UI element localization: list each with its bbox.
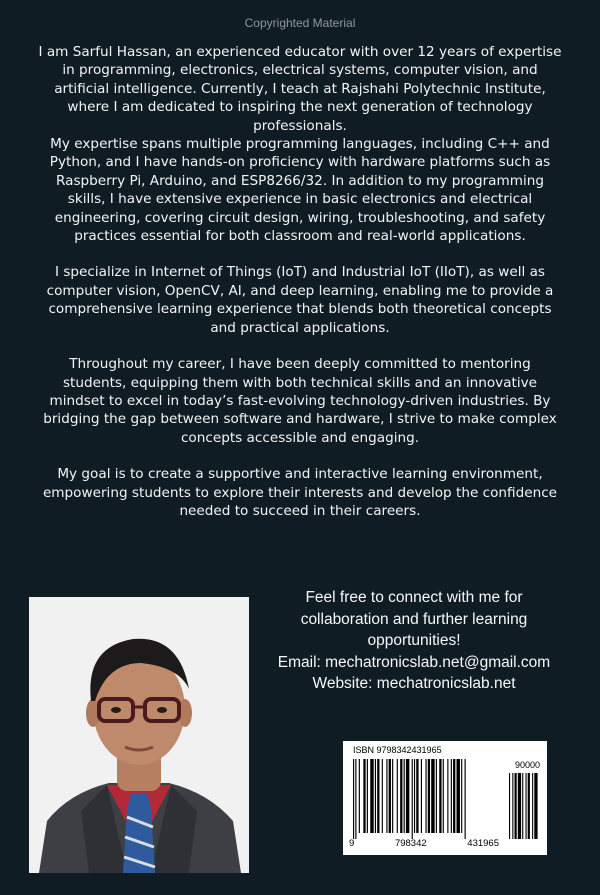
barcode-bar: [355, 759, 356, 839]
bio-paragraph-specialization: I specialize in Internet of Things (IoT) and Industrial IoT (IIoT), as well as computer vision, OpenCV, AI, and deep learning, enabling me to provide a comprehensive learning experience that blends both theoretical concepts and practical applications.: [46, 264, 554, 336]
bio-paragraph-intro: I am Sarful Hassan, an experienced educator with over 12 years of expertise in programming, electronics, electrical systems, computer vision, and artificial intelligence. Currently, I teach at Rajshahi Polytechnic Institute, where I am dedicated to inspiring the next generation of technology professionals.: [38, 44, 562, 134]
isbn-digit-group-1: 798342: [394, 838, 427, 849]
bio-paragraph-goal: My goal is to create a supportive and interactive learning environment, empowering students to explore their interests and develop the confidence needed to succeed in their careers.: [42, 466, 558, 519]
addon-barcode-bar: [526, 773, 527, 839]
barcode-bar: [397, 759, 398, 833]
barcode-bar: [457, 759, 460, 833]
addon-barcode-bar: [532, 773, 533, 839]
bio-paragraph-expertise: My expertise spans multiple programming languages, including C++ and Python, and I have hands-on proficiency with hardware platforms such as Raspberry Pi, Arduino, and ESP8266/32. In addition to my programming skills, I have extensive experience in basic electronics and electrical engineering, covering circuit design, wiring, troubleshooting, and safety practices essential for both classroom and real-world applications.: [49, 136, 551, 245]
addon-barcode-bar: [534, 773, 537, 839]
barcode-bar: [392, 759, 393, 833]
addon-barcode-bar: [522, 773, 523, 839]
barcode-bar: [421, 759, 422, 833]
price-code: 90000: [515, 760, 541, 770]
bio-paragraph-career: Throughout my career, I have been deeply committed to mentoring students, equipping them with both technical skills and an innovative mindset to excel in today’s fast-evolving technology-driven industries. By bridging the gap between software and hardware, I strive to make complex concepts accessible and engaging.: [43, 356, 557, 446]
addon-barcode-bar: [528, 773, 530, 839]
barcode-bar: [377, 759, 379, 833]
barcode-bar: [439, 759, 441, 833]
isbn-digit-first: 9: [349, 838, 355, 849]
barcode-bar: [447, 759, 448, 833]
barcode-bar: [428, 759, 430, 833]
contact-info: [262, 587, 566, 695]
isbn-digit-group-2: 431965: [467, 838, 499, 849]
barcode-bar: [370, 759, 373, 833]
barcode-bar: [400, 759, 402, 833]
barcode-bar: [414, 759, 415, 833]
copyright-watermark: Copyrighted Material: [244, 16, 356, 30]
barcode-bar: [431, 759, 434, 833]
barcode-bar: [404, 759, 405, 833]
author-bio: [38, 43, 562, 520]
barcode-bar: [363, 759, 365, 833]
isbn-digits: [349, 838, 499, 849]
addon-barcode-bar: [518, 773, 521, 839]
contact-line-3: opportunities!: [367, 632, 461, 649]
barcode-bar: [367, 759, 368, 833]
barcode-bar: [436, 759, 437, 833]
barcode-bar: [412, 759, 413, 839]
barcode-bar: [416, 759, 418, 833]
barcode-bar: [451, 759, 452, 833]
barcode-bar: [443, 759, 444, 833]
addon-barcode-bar: [512, 773, 513, 839]
contact-line-2: collaboration and further learning: [300, 610, 528, 628]
contact-website[interactable]: Website: mechatronicslab.net: [312, 675, 516, 692]
barcode-bar: [386, 759, 387, 833]
isbn-barcode: [343, 741, 547, 855]
barcode-bar: [465, 759, 466, 839]
barcode-bar: [389, 759, 391, 833]
barcode-bar: [353, 759, 354, 839]
barcode-bar: [406, 759, 409, 833]
contact-email[interactable]: Email: mechatronicslab.net@gmail.com: [277, 653, 551, 671]
barcode-bar: [461, 759, 462, 833]
barcode-bar: [359, 759, 360, 833]
barcode-bar: [375, 759, 376, 833]
addon-barcode-bar: [509, 773, 510, 839]
barcode-bar: [382, 759, 383, 833]
addon-barcode-bar: [515, 773, 517, 839]
barcode-bar: [453, 759, 455, 833]
barcode-bar: [425, 759, 426, 833]
author-photo: [29, 597, 249, 873]
isbn-label: ISBN 9798342431965: [353, 745, 442, 755]
contact-line-1: Feel free to connect with me for: [305, 589, 523, 606]
